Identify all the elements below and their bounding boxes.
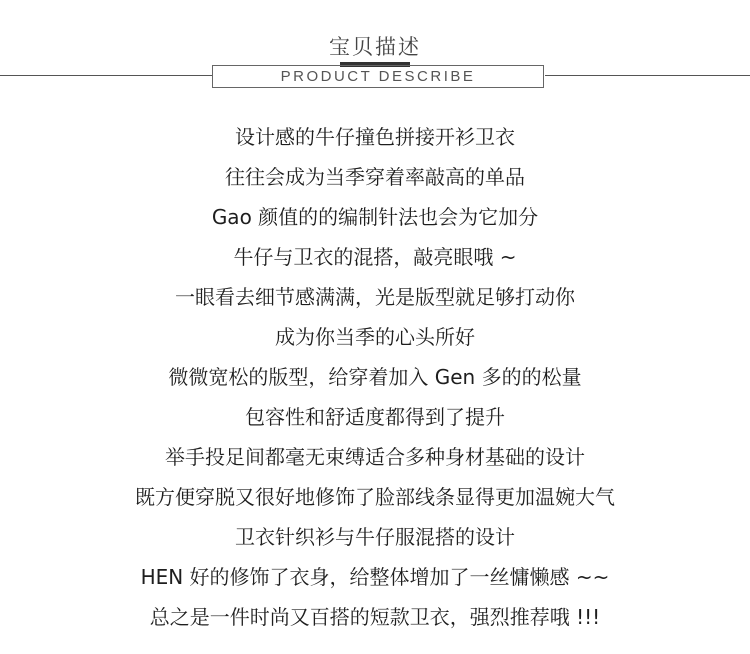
- description-line: 设计感的牛仔撞色拼接开衫卫衣: [235, 125, 515, 149]
- description-line: Gao 颜值的的编制针法也会为它加分: [211, 205, 539, 229]
- description-lines: [0, 117, 750, 637]
- description-line: 微微宽松的版型，给穿着加入 Gen 多的的松量: [168, 365, 582, 389]
- divider-line-right: [545, 75, 750, 76]
- description-line: 往往会成为当季穿着率敲高的单品: [225, 165, 525, 189]
- section-title: 宝贝描述: [329, 35, 421, 59]
- description-line: 既方便穿脱又很好地修饰了脸部线条显得更加温婉大气: [135, 485, 615, 509]
- description-line: 举手投足间都毫无束缚适合多种身材基础的设计: [165, 445, 585, 469]
- description-line: HEN 好的修饰了衣身，给整体增加了一丝慵懒感 ~~: [140, 565, 610, 589]
- section-subtitle: PRODUCT DESCRIBE: [212, 65, 544, 88]
- divider-line-left: [0, 75, 213, 76]
- description-line: 成为你当季的心头所好: [275, 325, 475, 349]
- description-line: 包容性和舒适度都得到了提升: [245, 405, 505, 429]
- description-line: 牛仔与卫衣的混搭，敲亮眼哦 ~: [233, 245, 517, 269]
- description-line: 一眼看去细节感满满，光是版型就足够打动你: [175, 285, 575, 309]
- description-line: 卫衣针织衫与牛仔服混搭的设计: [235, 525, 515, 549]
- section-header: [0, 0, 750, 100]
- description-line: 总之是一件时尚又百搭的短款卫衣，强烈推荐哦 !!!: [149, 605, 601, 629]
